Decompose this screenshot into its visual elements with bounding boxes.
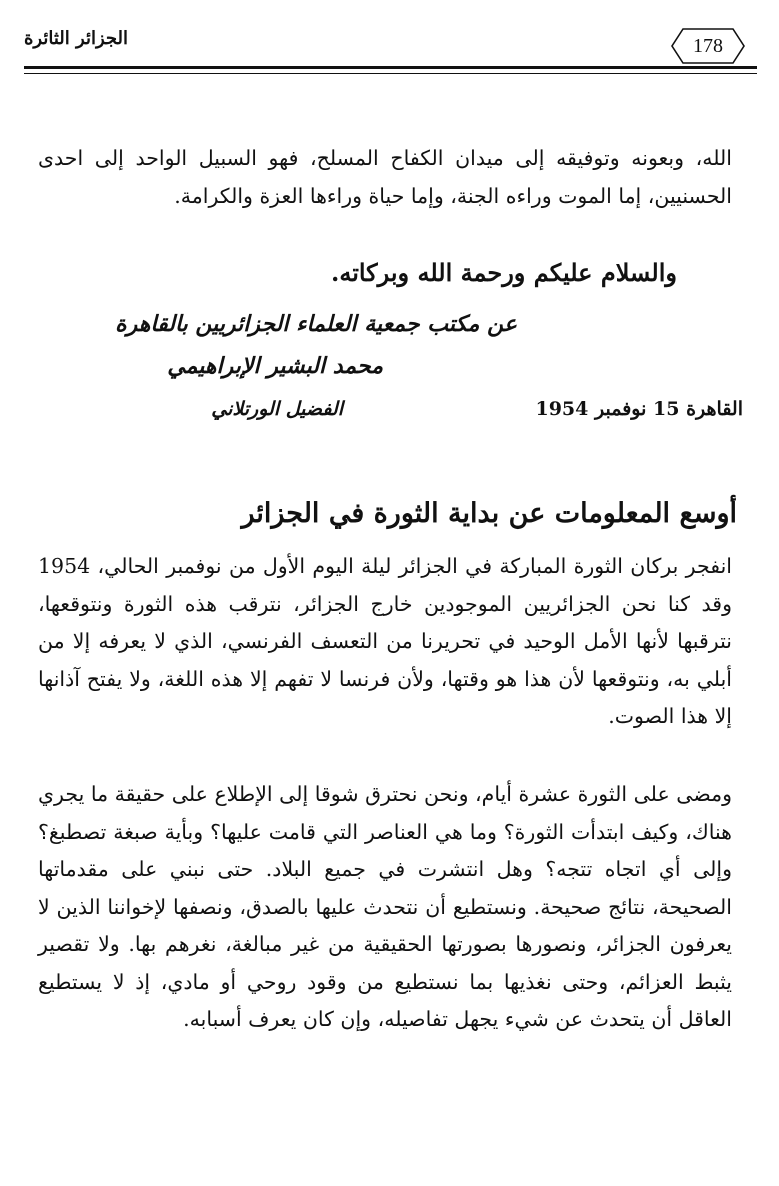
signature-second-name: الفضيل الورتلاني [211, 398, 343, 420]
header-rule [24, 66, 757, 69]
paragraph-3: ومضى على الثورة عشرة أيام، ونحن نحترق شوقا إلى الإطلاع على حقيقة ما يجري هناك، وكيف ابتدأت الثورة؟ وما هي العناصر التي قامت عليها؟ وبأية صبغة تصطبغ؟ وإلى أي اتجاه تتجه؟ وهل انتشرت في جميع البلاد. حتى نبني على مقدماتها الصحيحة، نتائج صحيحة. ونستطيع أن نتحدث عليها بالصدق، ونصفها لإخواننا الذين لا يعرفون الجزائر، ونصورها بصورتها الحقيقية من غير مبالغة، نغرهم بها. ولا تقصير يثبط العزائم، وحتى نغذيها بما نستطيع من وقود روحي أو مادي، إذ لا يستطيع العاقل أن يتحدث عن شيء يجهل تفاصيله، وإن كان يعرف أسبابه. [38, 782, 732, 1031]
signature-place-date: القاهرة 15 نوفمبر 1954 [535, 398, 743, 420]
article-title: أوسع المعلومات عن بداية الثورة في الجزائر [241, 498, 737, 529]
signature-office: عن مكتب جمعية العلماء الجزائريين بالقاهرة [115, 312, 517, 337]
closing-greeting: والسلام عليكم ورحمة الله وبركاته. [330, 258, 677, 287]
signature-name: محمد البشير الإبراهيمي [167, 354, 383, 379]
header-rule-thin [24, 73, 757, 74]
paragraph-2: انفجر بركان الثورة المباركة في الجزائر ليلة اليوم الأول من نوفمبر الحالي، 1954 وقد كنا نحن الجزائريين الموجودين خارج الجزائر، نترقب هذه الثورة ونتوقعها، نترقبها لأنها الأمل الوحيد في تحريرنا من التعسف الفرنسي، الذي لا يعرفه إلا من أبلي به، ونتوقعها لأن هذا هو وقتها، ولأن فرنسا لا تفهم إلا هذه اللغة، ولا يفتح آذانها إلا هذا الصوت. [38, 554, 732, 728]
running-title: الجزائر الثائرة [24, 28, 129, 49]
page-number-badge [671, 28, 745, 64]
page-number: 178 [693, 35, 723, 57]
paragraph-1: الله، وبعونه وتوفيقه إلى ميدان الكفاح المسلح، فهو السبيل الواحد إلى احدى الحسنيين، إما الموت وراءه الجنة، وإما حياة وراءها العزة والكرامة. [38, 146, 732, 208]
